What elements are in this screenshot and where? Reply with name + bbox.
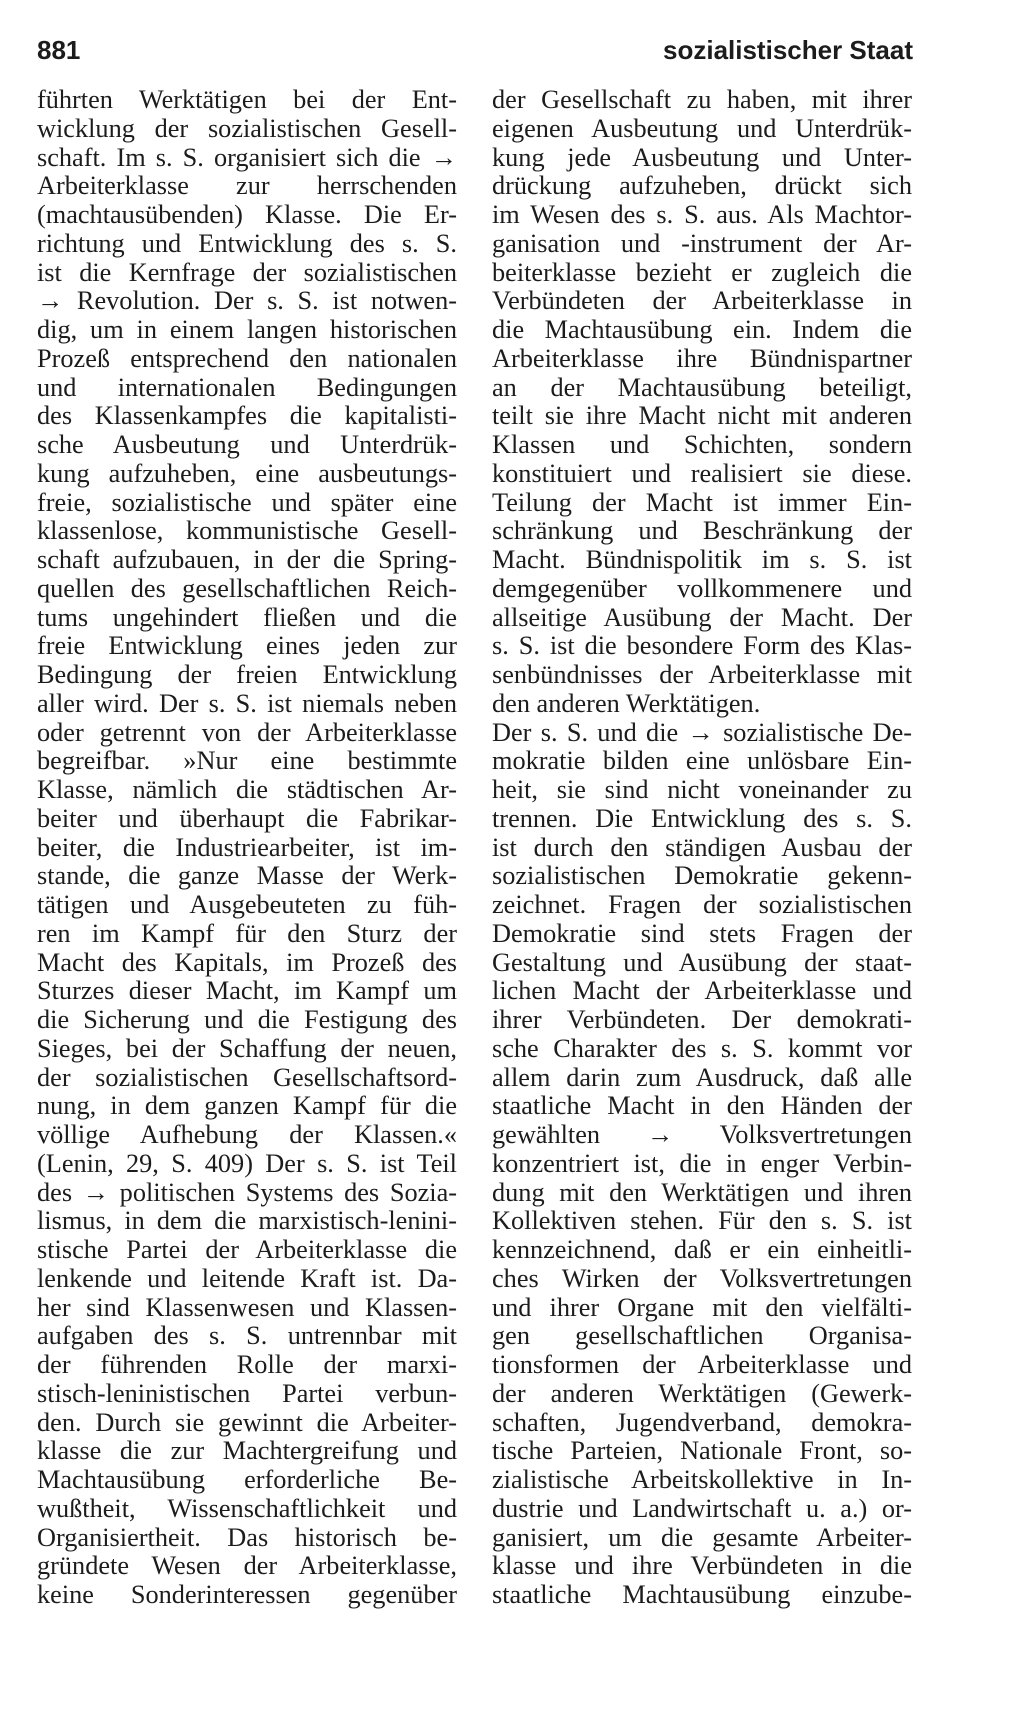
text-line: lenkende und leitende Kraft ist. Da- (37, 1263, 457, 1293)
text-line: tionsformen der Arbeiterklasse und (492, 1350, 912, 1379)
text-line: schaft. Im s. S. organisiert sich die → (37, 142, 457, 172)
text-line: beiter, die Industriearbeiter, ist im- (37, 832, 457, 862)
text-line: Macht des Kapitals, im Prozeß des (37, 947, 457, 977)
text-line: wicklung der sozialistischen Gesell- (37, 113, 457, 143)
text-line: stande, die ganze Masse der Werk- (37, 861, 457, 891)
text-line: mokratie bilden eine unlösbare Ein- (492, 746, 912, 776)
text-line: senbündnisses der Arbeiterklasse mit (492, 660, 912, 689)
text-line: der anderen Werktätigen (Gewerk- (492, 1378, 912, 1408)
text-line: dung mit den Werktätigen und ihren (492, 1177, 912, 1207)
text-line: ren im Kampf für den Sturz der (37, 918, 457, 948)
text-line: der führenden Rolle der marxi- (37, 1350, 457, 1379)
text-line: ist durch den ständigen Ausbau der (492, 832, 912, 862)
text-line: sche Charakter des s. S. kommt vor (492, 1033, 912, 1063)
text-line: lichen Macht der Arbeiterklasse und (492, 976, 912, 1006)
text-line: ches Wirken der Volksvertretungen (492, 1263, 912, 1293)
text-line: ist die Kernfrage der sozialistischen (37, 257, 457, 287)
text-line: (machtausübenden) Klasse. Die Er- (37, 200, 457, 229)
text-line: dustrie und Landwirtschaft u. a.) or- (492, 1493, 912, 1523)
text-line: ihrer Verbündeten. Der demokrati- (492, 1005, 912, 1034)
page-number: 881 (37, 35, 81, 65)
text-line: demgegenüber vollkommenere und (492, 573, 912, 603)
text-line: sozialistischen Demokratie gekenn- (492, 861, 912, 891)
text-line: im Wesen des s. S. aus. Als Machtor- (492, 200, 912, 229)
text-line: des → politischen Systems des Sozia- (37, 1177, 457, 1207)
text-line: allseitige Ausübung der Macht. Der (492, 602, 912, 632)
text-line: gründete Wesen der Arbeiterklasse, (37, 1551, 457, 1581)
text-line: ganisation und -instrument der Ar- (492, 228, 912, 258)
text-line: Arbeiterklasse zur herrschenden (37, 171, 457, 201)
text-line: Verbündeten der Arbeiterklasse in (492, 286, 912, 316)
text-line: (Lenin, 29, S. 409) Der s. S. ist Teil (37, 1148, 457, 1178)
text-line: freie Entwicklung eines jeden zur (37, 631, 457, 661)
text-line: die Machtausübung ein. Indem die (492, 315, 912, 344)
text-line: klasse und ihre Verbündeten in die (492, 1551, 912, 1581)
text-line: führten Werktätigen bei der Ent- (37, 85, 457, 114)
text-line: Bedingung der freien Entwicklung (37, 660, 457, 689)
text-line: lismus, in dem die marxistisch-lenini- (37, 1206, 457, 1236)
text-line: s. S. ist die besondere Form des Klas- (492, 631, 912, 661)
text-line: ganisiert, um die gesamte Arbeiter- (492, 1522, 912, 1552)
text-line: Sieges, bei der Schaffung der neuen, (37, 1033, 457, 1063)
text-line: an der Machtausübung beteiligt, (492, 372, 912, 402)
text-line: völlige Aufhebung der Klassen.« (37, 1120, 457, 1149)
text-line: aller wird. Der s. S. ist niemals neben (37, 688, 457, 718)
text-line: klasse die zur Machtergreifung und (37, 1436, 457, 1466)
text-line: beiterklasse bezieht er zugleich die (492, 257, 912, 287)
text-line: Prozeß entsprechend den nationalen (37, 343, 457, 373)
page-header (37, 30, 913, 70)
text-line: Macht. Bündnispolitik im s. S. ist (492, 545, 912, 574)
text-line: zialistische Arbeitskollektive in In- (492, 1465, 912, 1494)
text-line: stische Partei der Arbeiterklasse die (37, 1235, 457, 1264)
text-line: Gestaltung und Ausübung der staat- (492, 947, 912, 977)
text-line: tums ungehindert fließen und die (37, 602, 457, 632)
text-line: heit, sie sind nicht voneinander zu (492, 775, 912, 804)
text-line: kung aufzuheben, eine ausbeutungs- (37, 458, 457, 488)
left-column (37, 86, 457, 1610)
text-line: schränkung und Beschränkung der (492, 516, 912, 546)
text-line: des Klassenkampfes die kapitalisti- (37, 401, 457, 431)
text-line: klassenlose, kommunistische Gesell- (37, 516, 457, 546)
text-line: tätigen und Ausgebeuteten zu füh- (37, 890, 457, 919)
text-line: trennen. Die Entwicklung des s. S. (492, 803, 912, 833)
text-line: Demokratie sind stets Fragen der (492, 918, 912, 948)
text-line: konstituiert und realisiert sie diese. (492, 458, 912, 488)
text-line: Machtausübung erforderliche Be- (37, 1465, 457, 1494)
text-line: Arbeiterklasse ihre Bündnispartner (492, 343, 912, 373)
text-line: schaft aufzubauen, in der die Spring- (37, 545, 457, 574)
text-line: aufgaben des s. S. untrennbar mit (37, 1321, 457, 1351)
text-line: und internationalen Bedingungen (37, 372, 457, 402)
text-line: staatliche Machtausübung einzube- (492, 1580, 912, 1609)
text-line: zeichnet. Fragen der sozialistischen (492, 890, 912, 919)
text-line: den. Durch sie gewinnt die Arbeiter- (37, 1407, 457, 1437)
text-line: dig, um in einem langen historischen (37, 315, 457, 344)
text-line: teilt sie ihre Macht nicht mit anderen (492, 401, 912, 431)
text-line: nung, in dem ganzen Kampf für die (37, 1091, 457, 1121)
text-line: Der s. S. und die → sozialistische De- (492, 717, 912, 747)
text-line: der Gesellschaft zu haben, mit ihrer (492, 85, 912, 114)
text-line: quellen des gesellschaftlichen Reich- (37, 573, 457, 603)
paragraph-end-line: den anderen Werktätigen. (492, 688, 761, 718)
text-line: der sozialistischen Gesellschaftsord- (37, 1062, 457, 1092)
text-line: Organisiertheit. Das historisch be- (37, 1522, 457, 1552)
running-head: sozialistischer Staat (663, 35, 913, 65)
text-line: oder getrennt von der Arbeiterklasse (37, 717, 457, 747)
text-line: keine Sonderinteressen gegenüber (37, 1580, 457, 1609)
text-line: Kollektiven stehen. Für den s. S. ist (492, 1206, 912, 1236)
text-line: kung jede Ausbeutung und Unter- (492, 142, 912, 172)
right-column (492, 86, 912, 1610)
text-line: wußtheit, Wissenschaftlichkeit und (37, 1493, 457, 1523)
text-line: stisch-leninistischen Partei verbun- (37, 1378, 457, 1408)
text-line: Teilung der Macht ist immer Ein- (492, 487, 912, 517)
text-line: beiter und überhaupt die Fabrikar- (37, 803, 457, 833)
text-line: eigenen Ausbeutung und Unterdrük- (492, 113, 912, 143)
text-line: sche Ausbeutung und Unterdrük- (37, 430, 457, 459)
text-line: gewählten → Volksvertretungen (492, 1120, 912, 1149)
text-line: Sturzes dieser Macht, im Kampf um (37, 976, 457, 1006)
text-line: staatliche Macht in den Händen der (492, 1091, 912, 1121)
text-line: Klassen und Schichten, sondern (492, 430, 912, 459)
text-line: schaften, Jugendverband, demokra- (492, 1407, 912, 1437)
text-line: her sind Klassenwesen und Klassen- (37, 1292, 457, 1322)
text-line: konzentriert ist, die in enger Verbin- (492, 1148, 912, 1178)
text-line: kennzeichnend, daß er ein einheitli- (492, 1235, 912, 1264)
text-line: → Revolution. Der s. S. ist notwen- (37, 286, 457, 316)
text-line: tische Parteien, Nationale Front, so- (492, 1436, 912, 1466)
text-line: und ihrer Organe mit den vielfälti- (492, 1292, 912, 1322)
text-line: begreifbar. »Nur eine bestimmte (37, 746, 457, 776)
text-line: Klasse, nämlich die städtischen Ar- (37, 775, 457, 804)
text-line: drückung aufzuheben, drückt sich (492, 171, 912, 201)
text-line: richtung und Entwicklung des s. S. (37, 228, 457, 258)
text-line: gen gesellschaftlichen Organisa- (492, 1321, 912, 1351)
text-line: freie, sozialistische und später eine (37, 487, 457, 517)
text-line: allem darin zum Ausdruck, daß alle (492, 1062, 912, 1092)
text-line: die Sicherung und die Festigung des (37, 1005, 457, 1034)
